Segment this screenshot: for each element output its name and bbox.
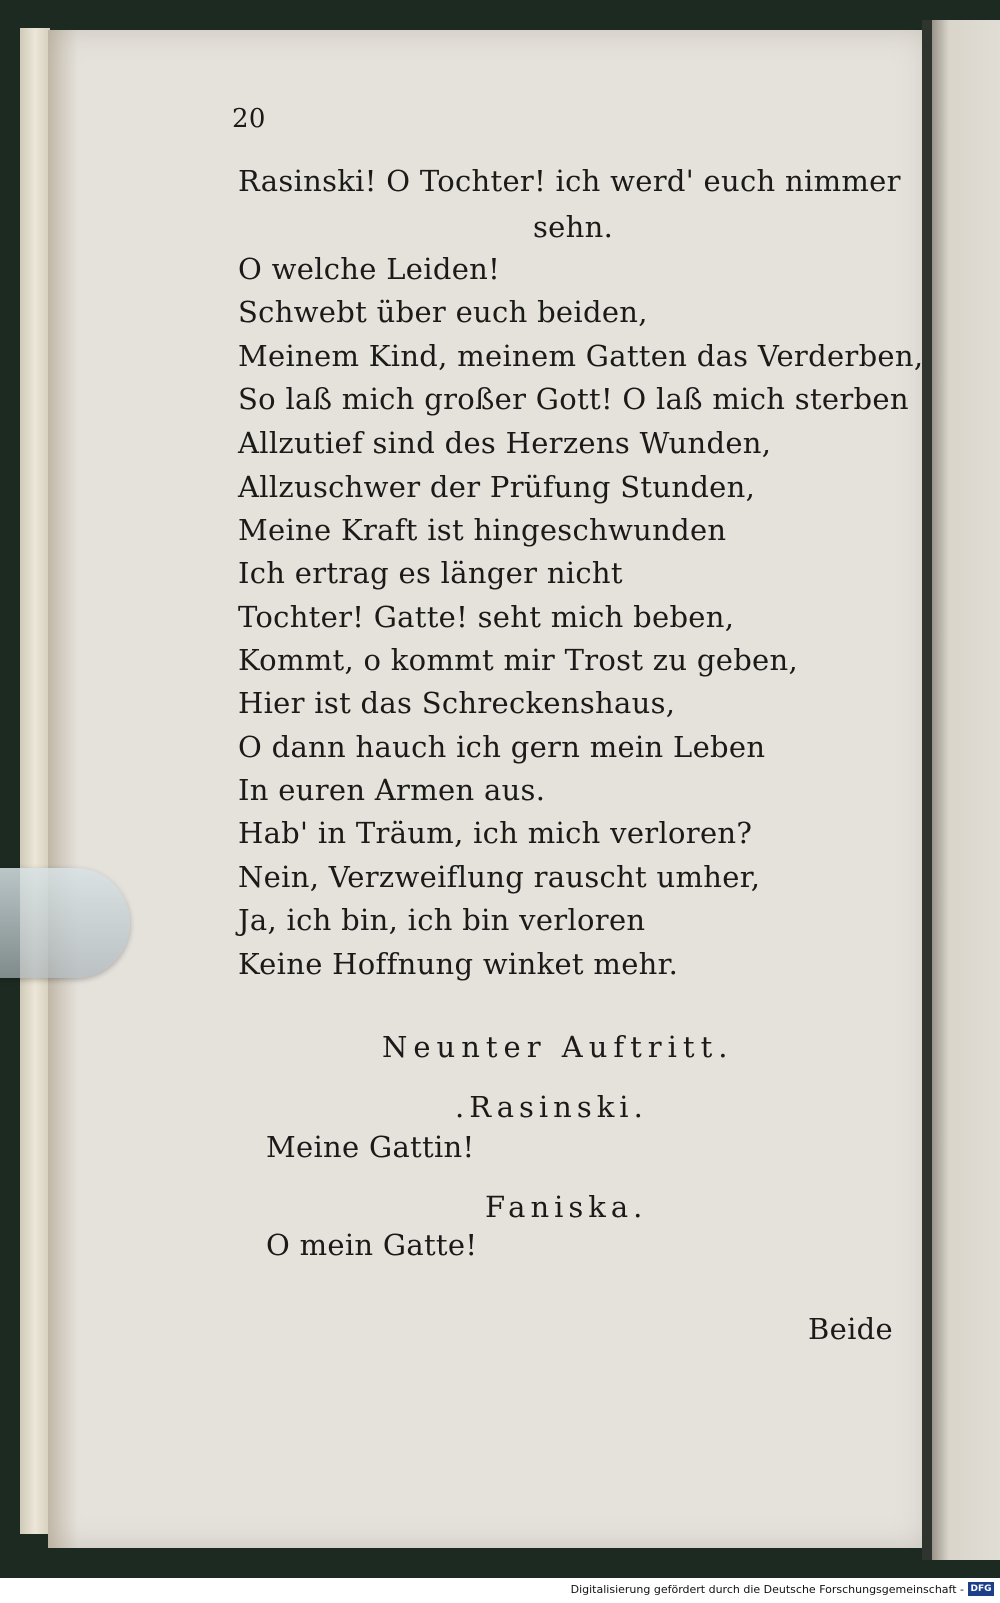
verse-line: Hier ist das Schreckenshaus,	[238, 686, 676, 720]
speaker-name: Faniska.	[485, 1190, 648, 1224]
facing-page-edge	[932, 20, 1000, 1560]
verse-line: O welche Leiden!	[238, 252, 501, 286]
book-left-edge	[20, 28, 50, 1534]
page-holder-clip	[0, 868, 130, 978]
verse-line: Hab' in Träum, ich mich verloren?	[238, 816, 753, 850]
verse-line: Allzutief sind des Herzens Wunden,	[238, 426, 772, 460]
verse-line: sehn.	[533, 210, 614, 244]
catchword: Beide	[808, 1312, 893, 1346]
page-fold-shadow	[48, 30, 78, 1548]
funding-credit: Digitalisierung gefördert durch die Deutsche Forschungsgemeinschaft -	[570, 1583, 964, 1596]
dialogue-line: Meine Gattin!	[266, 1130, 475, 1164]
verse-line: Nein, Verzweiflung rauscht umher,	[238, 860, 761, 894]
verse-line: Allzuschwer der Prüfung Stunden,	[238, 470, 756, 504]
verse-line: Meine Kraft ist hingeschwunden	[238, 513, 727, 547]
dfg-logo: DFG	[968, 1582, 994, 1596]
verse-line: Ja, ich bin, ich bin verloren	[238, 903, 646, 937]
verse-line: O dann hauch ich gern mein Leben	[238, 730, 766, 764]
speaker-name: .Rasinski.	[455, 1090, 648, 1124]
verse-line: Tochter! Gatte! seht mich beben,	[238, 600, 735, 634]
verse-line: Keine Hoffnung winket mehr.	[238, 947, 679, 981]
verse-line: Rasinski! O Tochter! ich werd' euch nimmer	[238, 164, 901, 198]
page-number: 20	[232, 104, 266, 134]
verse-line: In euren Armen aus.	[238, 773, 546, 807]
verse-line: Ich ertrag es länger nicht	[238, 556, 623, 590]
verse-line: Schwebt über euch beiden,	[238, 295, 648, 329]
scene-heading: Neunter Auftritt.	[382, 1030, 734, 1064]
verse-line: So laß mich großer Gott! O laß mich sterben	[238, 382, 909, 416]
verse-line: Meinem Kind, meinem Gatten das Verderben,	[238, 339, 924, 373]
dialogue-line: O mein Gatte!	[266, 1228, 478, 1262]
verse-line: Kommt, o kommt mir Trost zu geben,	[238, 643, 799, 677]
